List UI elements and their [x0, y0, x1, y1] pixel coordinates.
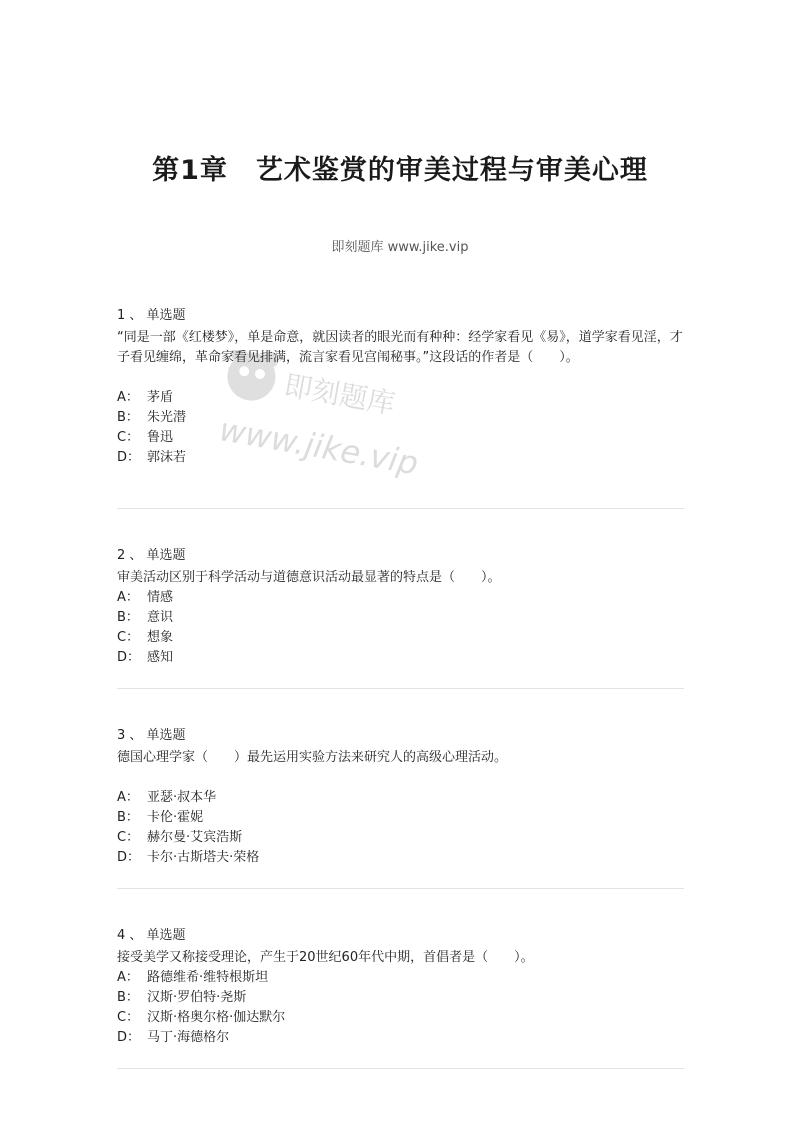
- option-a: A： 亚瑟·叔本华: [117, 790, 217, 805]
- divider: [117, 688, 684, 689]
- option-d: D： 感知: [117, 650, 174, 665]
- option-a: A： 情感: [117, 590, 174, 605]
- option-d: D： 马丁·海德格尔: [117, 1030, 230, 1045]
- question-header: 4 、 单选题: [117, 928, 186, 943]
- option-d: D： 郭沫若: [117, 450, 187, 465]
- option-b: B： 意识: [117, 610, 174, 625]
- question-2: [117, 546, 687, 668]
- option-b: B： 汉斯·罗伯特·尧斯: [117, 990, 247, 1005]
- page-title: 第1章 艺术鉴赏的审美过程与审美心理: [152, 155, 648, 186]
- question-stem: 德国心理学家（ ）最先运用实验方法来研究人的高级心理活动。: [117, 750, 508, 765]
- option-c: C： 赫尔曼·艾宾浩斯: [117, 830, 243, 845]
- page-subtitle: 即刻题库 www.jike.vip: [331, 240, 469, 255]
- question-header: 2 、 单选题: [117, 548, 186, 563]
- question-header: 1 、 单选题: [117, 308, 186, 323]
- question-3: [117, 726, 687, 868]
- option-c: C： 汉斯·格奥尔格·伽达默尔: [117, 1010, 286, 1025]
- option-b: B： 卡伦·霍妮: [117, 810, 204, 825]
- question-stem: 接受美学又称接受理论，产生于20世纪60年代中期，首倡者是（ ）。: [117, 950, 534, 965]
- option-b: B： 朱光潜: [117, 410, 187, 425]
- divider: [117, 508, 684, 509]
- option-c: C： 想象: [117, 630, 174, 645]
- option-c: C： 鲁迅: [117, 430, 174, 445]
- question-1: [117, 306, 687, 468]
- divider: [117, 1068, 684, 1069]
- option-a: A： 路德维希·维特根斯坦: [117, 970, 269, 985]
- question-header: 3 、 单选题: [117, 728, 186, 743]
- option-d: D： 卡尔·古斯塔夫·荣格: [117, 850, 260, 865]
- question-4: [117, 926, 687, 1048]
- question-stem: 审美活动区别于科学活动与道德意识活动最显著的特点是（ ）。: [117, 570, 501, 585]
- divider: [117, 888, 684, 889]
- question-stem: “同是一部《红楼梦》，单是命意，就因读者的眼光而有种种：经学家看见《易》，道学家看见淫，才子看见缠绵，革命家看见排满，流言家看见宫闱秘事。”这段话的作者是（ ）。: [117, 330, 683, 365]
- option-a: A： 茅盾: [117, 390, 174, 405]
- watermark-text-1: 即刻题库: [281, 368, 398, 421]
- watermark-text-2: www.jike.vip: [216, 410, 422, 483]
